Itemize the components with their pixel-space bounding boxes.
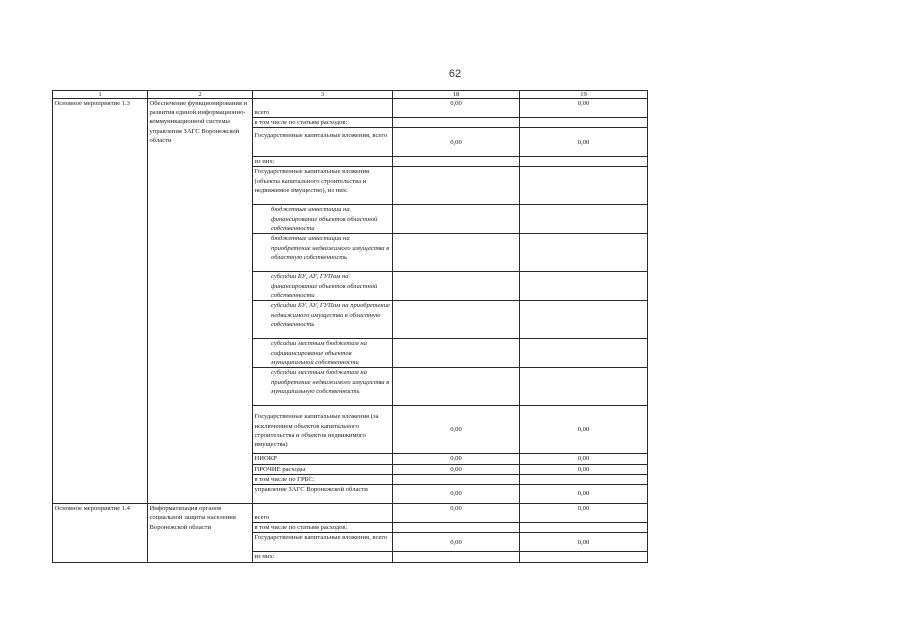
value-19: 0,00 bbox=[520, 454, 648, 464]
value-18 bbox=[393, 301, 520, 339]
value-18: 0,00 bbox=[393, 533, 520, 552]
row-label: бюджетные инвестиции на приобретение недвижимого имущества в областную собственность bbox=[253, 234, 393, 272]
value-19: 0,00 bbox=[520, 485, 648, 504]
table-row bbox=[53, 99, 648, 118]
row-label: субсидии БУ, АУ, ГУПам на финансирование объектов областной собственности bbox=[253, 272, 393, 301]
header-cell-19: 19 bbox=[520, 91, 648, 99]
row-label: субсидии местным бюджетам на приобретение недвижимого имущества в муниципальную собственность bbox=[253, 368, 393, 406]
row-label: всего bbox=[253, 99, 393, 118]
value-19: 0,00 bbox=[520, 128, 648, 157]
value-19: 0,00 bbox=[520, 406, 648, 454]
row-label: всего bbox=[253, 504, 393, 523]
value-18 bbox=[393, 552, 520, 562]
value-19: 0,00 bbox=[520, 464, 648, 474]
measure-number-cell: Основное мероприятие 1.4 bbox=[53, 504, 148, 562]
row-label: из них: bbox=[253, 157, 393, 167]
page-number: 62 bbox=[448, 68, 462, 80]
value-18: 0,00 bbox=[393, 454, 520, 464]
row-label: Государственные капитальные вложения, всего bbox=[253, 533, 393, 552]
measure-number-cell: Основное мероприятие 1.3 bbox=[53, 99, 148, 504]
value-19 bbox=[520, 234, 648, 272]
measure-title-cell: Обеспечение функционирования и развития единой информационно-коммуникационной системы управления ЗАГС Воронежской области bbox=[148, 99, 253, 504]
value-19 bbox=[520, 272, 648, 301]
row-label: Государственные капитальные вложения (за исключением объектов капитального строительства и объектов недвижимого имущества) bbox=[253, 406, 393, 454]
value-18 bbox=[393, 167, 520, 205]
row-label: Государственные капитальные вложения, всего bbox=[253, 128, 393, 157]
row-label: из них: bbox=[253, 552, 393, 562]
value-18 bbox=[393, 118, 520, 128]
value-19 bbox=[520, 301, 648, 339]
header-cell-18: 18 bbox=[393, 91, 520, 99]
value-19 bbox=[520, 523, 648, 533]
row-label: управление ЗАГС Воронежской области bbox=[253, 485, 393, 504]
value-19: 0,00 bbox=[520, 99, 648, 118]
value-19 bbox=[520, 205, 648, 234]
value-18 bbox=[393, 157, 520, 167]
header-cell-1: 1 bbox=[53, 91, 148, 99]
value-19 bbox=[520, 474, 648, 484]
row-label: НИОКР bbox=[253, 454, 393, 464]
value-19 bbox=[520, 368, 648, 406]
value-18 bbox=[393, 523, 520, 533]
header-row bbox=[53, 91, 648, 99]
value-18: 0,00 bbox=[393, 406, 520, 454]
header-cell-2: 2 bbox=[148, 91, 253, 99]
value-18 bbox=[393, 339, 520, 368]
value-19 bbox=[520, 118, 648, 128]
row-label: бюджетные инвестиции на финансирование объектов областной собственности bbox=[253, 205, 393, 234]
row-label: субсидии местным бюджетам на софинансирование объектов муниципальной собственности bbox=[253, 339, 393, 368]
value-18 bbox=[393, 368, 520, 406]
value-18 bbox=[393, 234, 520, 272]
value-18: 0,00 bbox=[393, 485, 520, 504]
value-19 bbox=[520, 167, 648, 205]
value-18: 0,00 bbox=[393, 99, 520, 118]
expenditure-table bbox=[52, 90, 648, 563]
row-label: ПРОЧИЕ расходы bbox=[253, 464, 393, 474]
value-18: 0,00 bbox=[393, 504, 520, 523]
row-label: в том числе по статьям расходов: bbox=[253, 118, 393, 128]
value-19: 0,00 bbox=[520, 504, 648, 523]
value-19 bbox=[520, 339, 648, 368]
value-19 bbox=[520, 552, 648, 562]
value-18 bbox=[393, 474, 520, 484]
value-19: 0,00 bbox=[520, 533, 648, 552]
value-19 bbox=[520, 157, 648, 167]
row-label: субсидии БУ, АУ, ГУПам на приобретение недвижимого имущества в областную собственность bbox=[253, 301, 393, 339]
table-row bbox=[53, 504, 648, 523]
row-label: в том числе по ГРБС: bbox=[253, 474, 393, 484]
row-label: в том числе по статьям расходов: bbox=[253, 523, 393, 533]
value-18: 0,00 bbox=[393, 464, 520, 474]
value-18 bbox=[393, 205, 520, 234]
header-cell-3: 3 bbox=[253, 91, 393, 99]
value-18: 0,00 bbox=[393, 128, 520, 157]
measure-title-cell: Информатизация органов социальной защиты населения Воронежской области bbox=[148, 504, 253, 562]
value-18 bbox=[393, 272, 520, 301]
row-label: Государственные капитальные вложения (объекты капитального строительства и недвижимое имущество), из них: bbox=[253, 167, 393, 205]
